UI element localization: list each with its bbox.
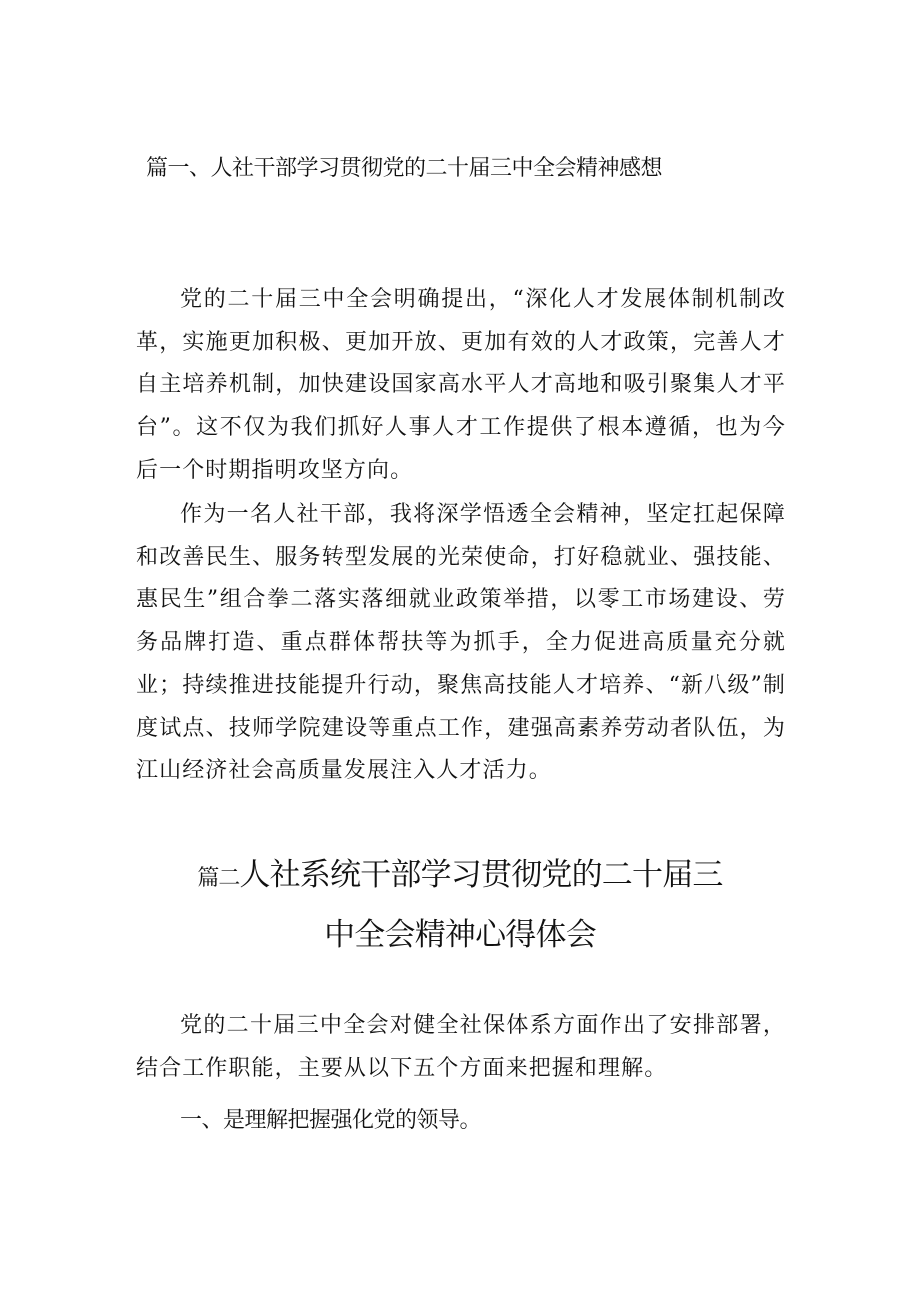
article-2-title-line-1: 人社系统干部学习贯彻党的二十届三 bbox=[239, 857, 723, 893]
article-1-paragraph-2: 作为一名人社干部，我将深学悟透全会精神，坚定扛起保障和改善民生、服务转型发展的光荣使命，打好稳就业、强技能、惠民生”组合拳二落实落细就业政策举措，以零工市场建设、劳务品牌打造、重点群体帮扶等为抓手，全力促进高质量充分就业；持续推进技能提升行动，聚焦高技能人才培养、“新八级”制度试点、技师学院建设等重点工作，建强高素养劳动者队伍，为江山经济社会高质量发展注入人才活力。 bbox=[136, 502, 786, 784]
article-2-title bbox=[150, 847, 770, 964]
article-1-paragraph-1: 党的二十届三中全会明确提出，“深化人才发展体制机制改革，实施更加积极、更加开放、更加有效的人才政策，完善人才自主培养机制，加快建设国家高水平人才高地和吸引聚集人才平台”。这不仅为我们抓好人事人才工作提供了根本遵循，也为今后一个时期指明攻坚方向。 bbox=[136, 287, 786, 483]
article-2-intro-paragraph: 党的二十届三中全会对健全社保体系方面作出了安排部署，结合工作职能，主要从以下五个方面来把握和理解。 bbox=[136, 1013, 786, 1081]
article-2-title-line-2: 中全会精神心得体会 bbox=[324, 917, 596, 953]
article-2-section-1-heading: 一、是理解把握强化党的领导。 bbox=[180, 1108, 482, 1133]
article-1-title: 篇一、人社干部学习贯彻党的二十届三中全会精神感想 bbox=[146, 156, 663, 181]
article-2-title-prefix: 篇二 bbox=[197, 866, 240, 891]
